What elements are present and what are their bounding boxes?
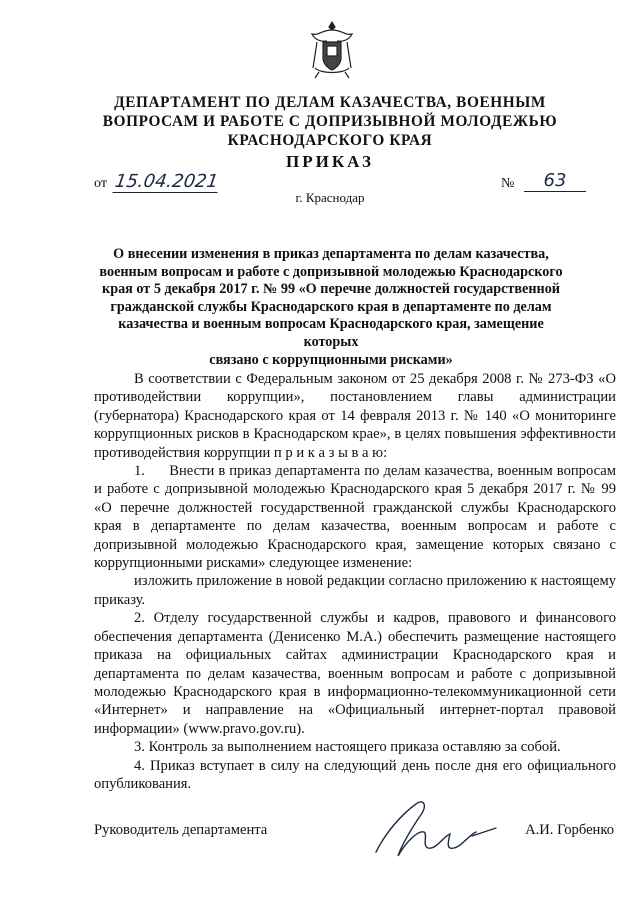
handwritten-number: 63 — [524, 170, 586, 192]
body-paragraph: 3. Контроль за выполнением настоящего приказа оставляю за собой. — [134, 739, 561, 756]
body-paragraph: В соответствии с Федеральным законом от 25 декабря 2008 г. № 273-ФЗ «О противодействии коррупции», постановлением главы администрации (губернатора) Краснодарского края от 14 февраля 2013 г. № 140 «О мониторинге коррупционных рисков в Краснодарском крае», в целях повышения эффективности противодействия коррупции п р и к а з ы в а ю: — [94, 371, 616, 461]
subject-line: казачества и военным вопросам Краснодарского края, замещение которых — [118, 316, 544, 350]
signer-position: Руководитель департамента — [94, 822, 268, 838]
order-subject — [92, 246, 570, 369]
handwritten-date: 15.04.2021 — [113, 171, 220, 192]
subject-line: связано с коррупционными рисками» — [209, 351, 453, 368]
handwritten-signature-icon — [372, 792, 500, 870]
coat-of-arms-icon — [309, 20, 355, 80]
subject-line: О внесении изменения в приказ департамента по делам казачества, — [113, 246, 549, 262]
subject-line: гражданской службы Краснодарского края в департаменте по делам — [110, 298, 552, 315]
document-type: ПРИКАЗ — [286, 152, 374, 171]
subject-line: военным вопросам и работе с допризывной молодежью Краснодарского — [99, 263, 563, 280]
body-paragraph: изложить приложение в новой редакции согласно приложению к настоящему приказу. — [94, 573, 616, 608]
number-prefix: № — [501, 176, 515, 191]
city: г. Краснодар — [295, 190, 365, 205]
department-line: КРАСНОДАРСКОГО КРАЯ — [227, 132, 433, 149]
department-line: ДЕПАРТАМЕНТ ПО ДЕЛАМ КАЗАЧЕСТВА, ВОЕННЫМ — [114, 94, 546, 111]
signer-name: А.И. Горбенко — [525, 822, 614, 838]
body-paragraph: 4. Приказ вступает в силу на следующий день после дня его официального опубликования. — [94, 757, 616, 792]
subject-line: края от 5 декабря 2017 г. № 99 «О перечне должностей государственной — [102, 281, 560, 298]
department-name — [60, 93, 600, 150]
body-paragraph: 1. Внести в приказ департамента по делам казачества, военным вопросам и работе с допризывной молодежью Краснодарского края 5 декабря 2017 г. № 99 «О перечне должностей государственной гражданской службы Краснодарского края в департаменте по делам казачества, военным вопросам и работе с допризывной молодежью Краснодарского края, замещение которых связано с коррупционными рисками» следующее изменение: — [94, 463, 616, 572]
body-paragraph: 2. Отделу государственной службы и кадров, правового и финансового обеспечения департамента (Денисенко М.А.) обеспечить размещение настоящего приказа на официальных сайтах администрации Краснодарского края и департамента по делам казачества, военным вопросам и работе с допризывной молодежью Краснодарского края в информационно-телекоммуникационной сети «Интернет» и направление на «Официальный интернет-портал правовой информации» (www.pravo.gov.ru). — [94, 610, 616, 737]
signature-row — [94, 822, 614, 846]
department-line: ВОПРОСАМ И РАБОТЕ С ДОПРИЗЫВНОЙ МОЛОДЕЖЬЮ — [102, 113, 558, 130]
order-body — [94, 370, 616, 793]
date-prefix: от — [94, 176, 107, 191]
